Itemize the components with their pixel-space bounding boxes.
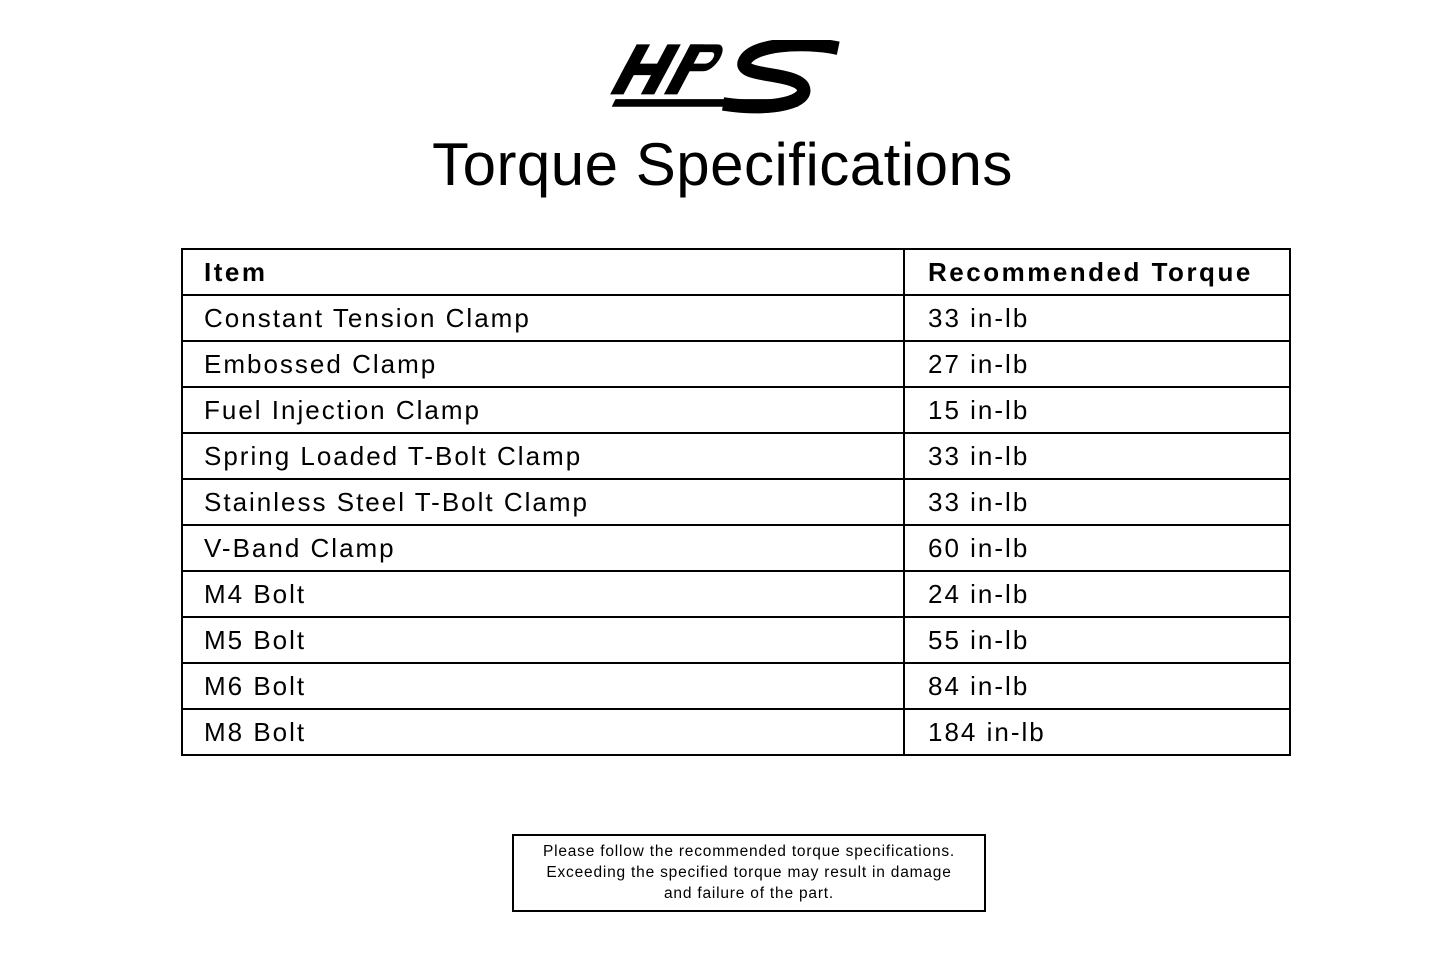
column-header-item: Item — [182, 249, 904, 295]
note-line: Exceeding the specified torque may result in damage — [546, 864, 952, 881]
torque-cell: 15 in-lb — [904, 387, 1290, 433]
hps-logo — [604, 40, 844, 116]
note-line: Please follow the recommended torque specifications. — [542, 843, 956, 860]
torque-cell: 27 in-lb — [904, 341, 1290, 387]
table-row — [182, 617, 1290, 663]
table-row — [182, 341, 1290, 387]
table-header-row — [182, 249, 1290, 295]
table-row — [182, 663, 1290, 709]
torque-cell: 33 in-lb — [904, 295, 1290, 341]
table-row — [182, 525, 1290, 571]
table-row — [182, 387, 1290, 433]
torque-warning-note — [512, 834, 986, 912]
torque-cell: 60 in-lb — [904, 525, 1290, 571]
column-header-torque: Recommended Torque — [904, 249, 1290, 295]
item-cell: M5 Bolt — [182, 617, 904, 663]
item-cell: M8 Bolt — [182, 709, 904, 755]
table-row — [182, 295, 1290, 341]
item-cell: M6 Bolt — [182, 663, 904, 709]
item-cell: Stainless Steel T-Bolt Clamp — [182, 479, 904, 525]
torque-cell: 184 in-lb — [904, 709, 1290, 755]
page-title: Torque Specifications — [432, 131, 1013, 198]
item-cell: Constant Tension Clamp — [182, 295, 904, 341]
torque-cell: 55 in-lb — [904, 617, 1290, 663]
table-row — [182, 709, 1290, 755]
torque-cell: 84 in-lb — [904, 663, 1290, 709]
table-row — [182, 433, 1290, 479]
table-row — [182, 479, 1290, 525]
torque-cell: 33 in-lb — [904, 479, 1290, 525]
item-cell: M4 Bolt — [182, 571, 904, 617]
item-cell: Spring Loaded T-Bolt Clamp — [182, 433, 904, 479]
item-cell: Fuel Injection Clamp — [182, 387, 904, 433]
table-row — [182, 571, 1290, 617]
item-cell: Embossed Clamp — [182, 341, 904, 387]
hps-logo-icon — [604, 40, 844, 116]
torque-cell: 24 in-lb — [904, 571, 1290, 617]
note-line: and failure of the part. — [664, 885, 834, 902]
torque-cell: 33 in-lb — [904, 433, 1290, 479]
torque-spec-table — [181, 248, 1291, 756]
item-cell: V-Band Clamp — [182, 525, 904, 571]
